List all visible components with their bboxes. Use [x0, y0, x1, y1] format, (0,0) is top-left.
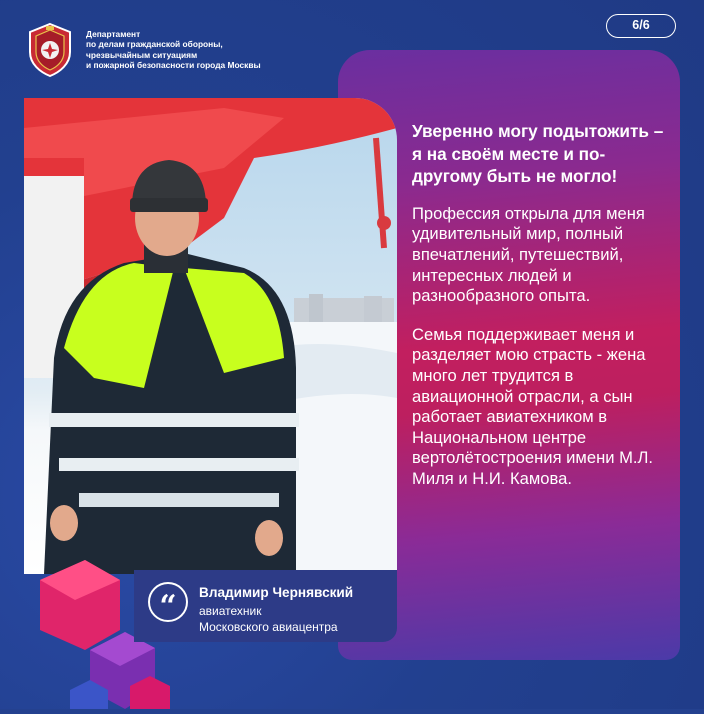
- person-role-line: авиатехник: [199, 604, 262, 618]
- person-organization: Московского авиацентра: [199, 620, 338, 634]
- quote-icon: “: [148, 582, 188, 622]
- person-name: Владимир Чернявский: [199, 585, 354, 600]
- department-line: чрезвычайным ситуациям: [86, 49, 198, 60]
- department-line: по делам гражданской обороны,: [86, 39, 223, 50]
- quote-lead: Уверенно могу подытожить – я на своём месте и по-другому быть не могло!: [412, 121, 664, 187]
- portrait-photo: [24, 98, 397, 574]
- person-role: [199, 603, 399, 635]
- quote-paragraph-2: Семья поддерживает меня и разделяет мою страсть - жена много лет трудится в авиационной отрасли, а сын работает авиатехником в Национальном центре вертолётостроения имени М.Л. Миля и Н.И. Камова.: [412, 324, 654, 488]
- quote-paragraph-1: Профессия открыла для меня удивительный мир, полный впечатлений, путешествий, интересных людей и разнообразного опыта.: [412, 203, 645, 306]
- department-line: Департамент: [86, 29, 141, 39]
- department-name: [86, 29, 346, 71]
- department-emblem-icon: [24, 22, 76, 78]
- quote-text: [412, 120, 674, 508]
- department-line: и пожарной безопасности города Москвы: [86, 60, 261, 71]
- page-counter: 6/6: [606, 14, 676, 38]
